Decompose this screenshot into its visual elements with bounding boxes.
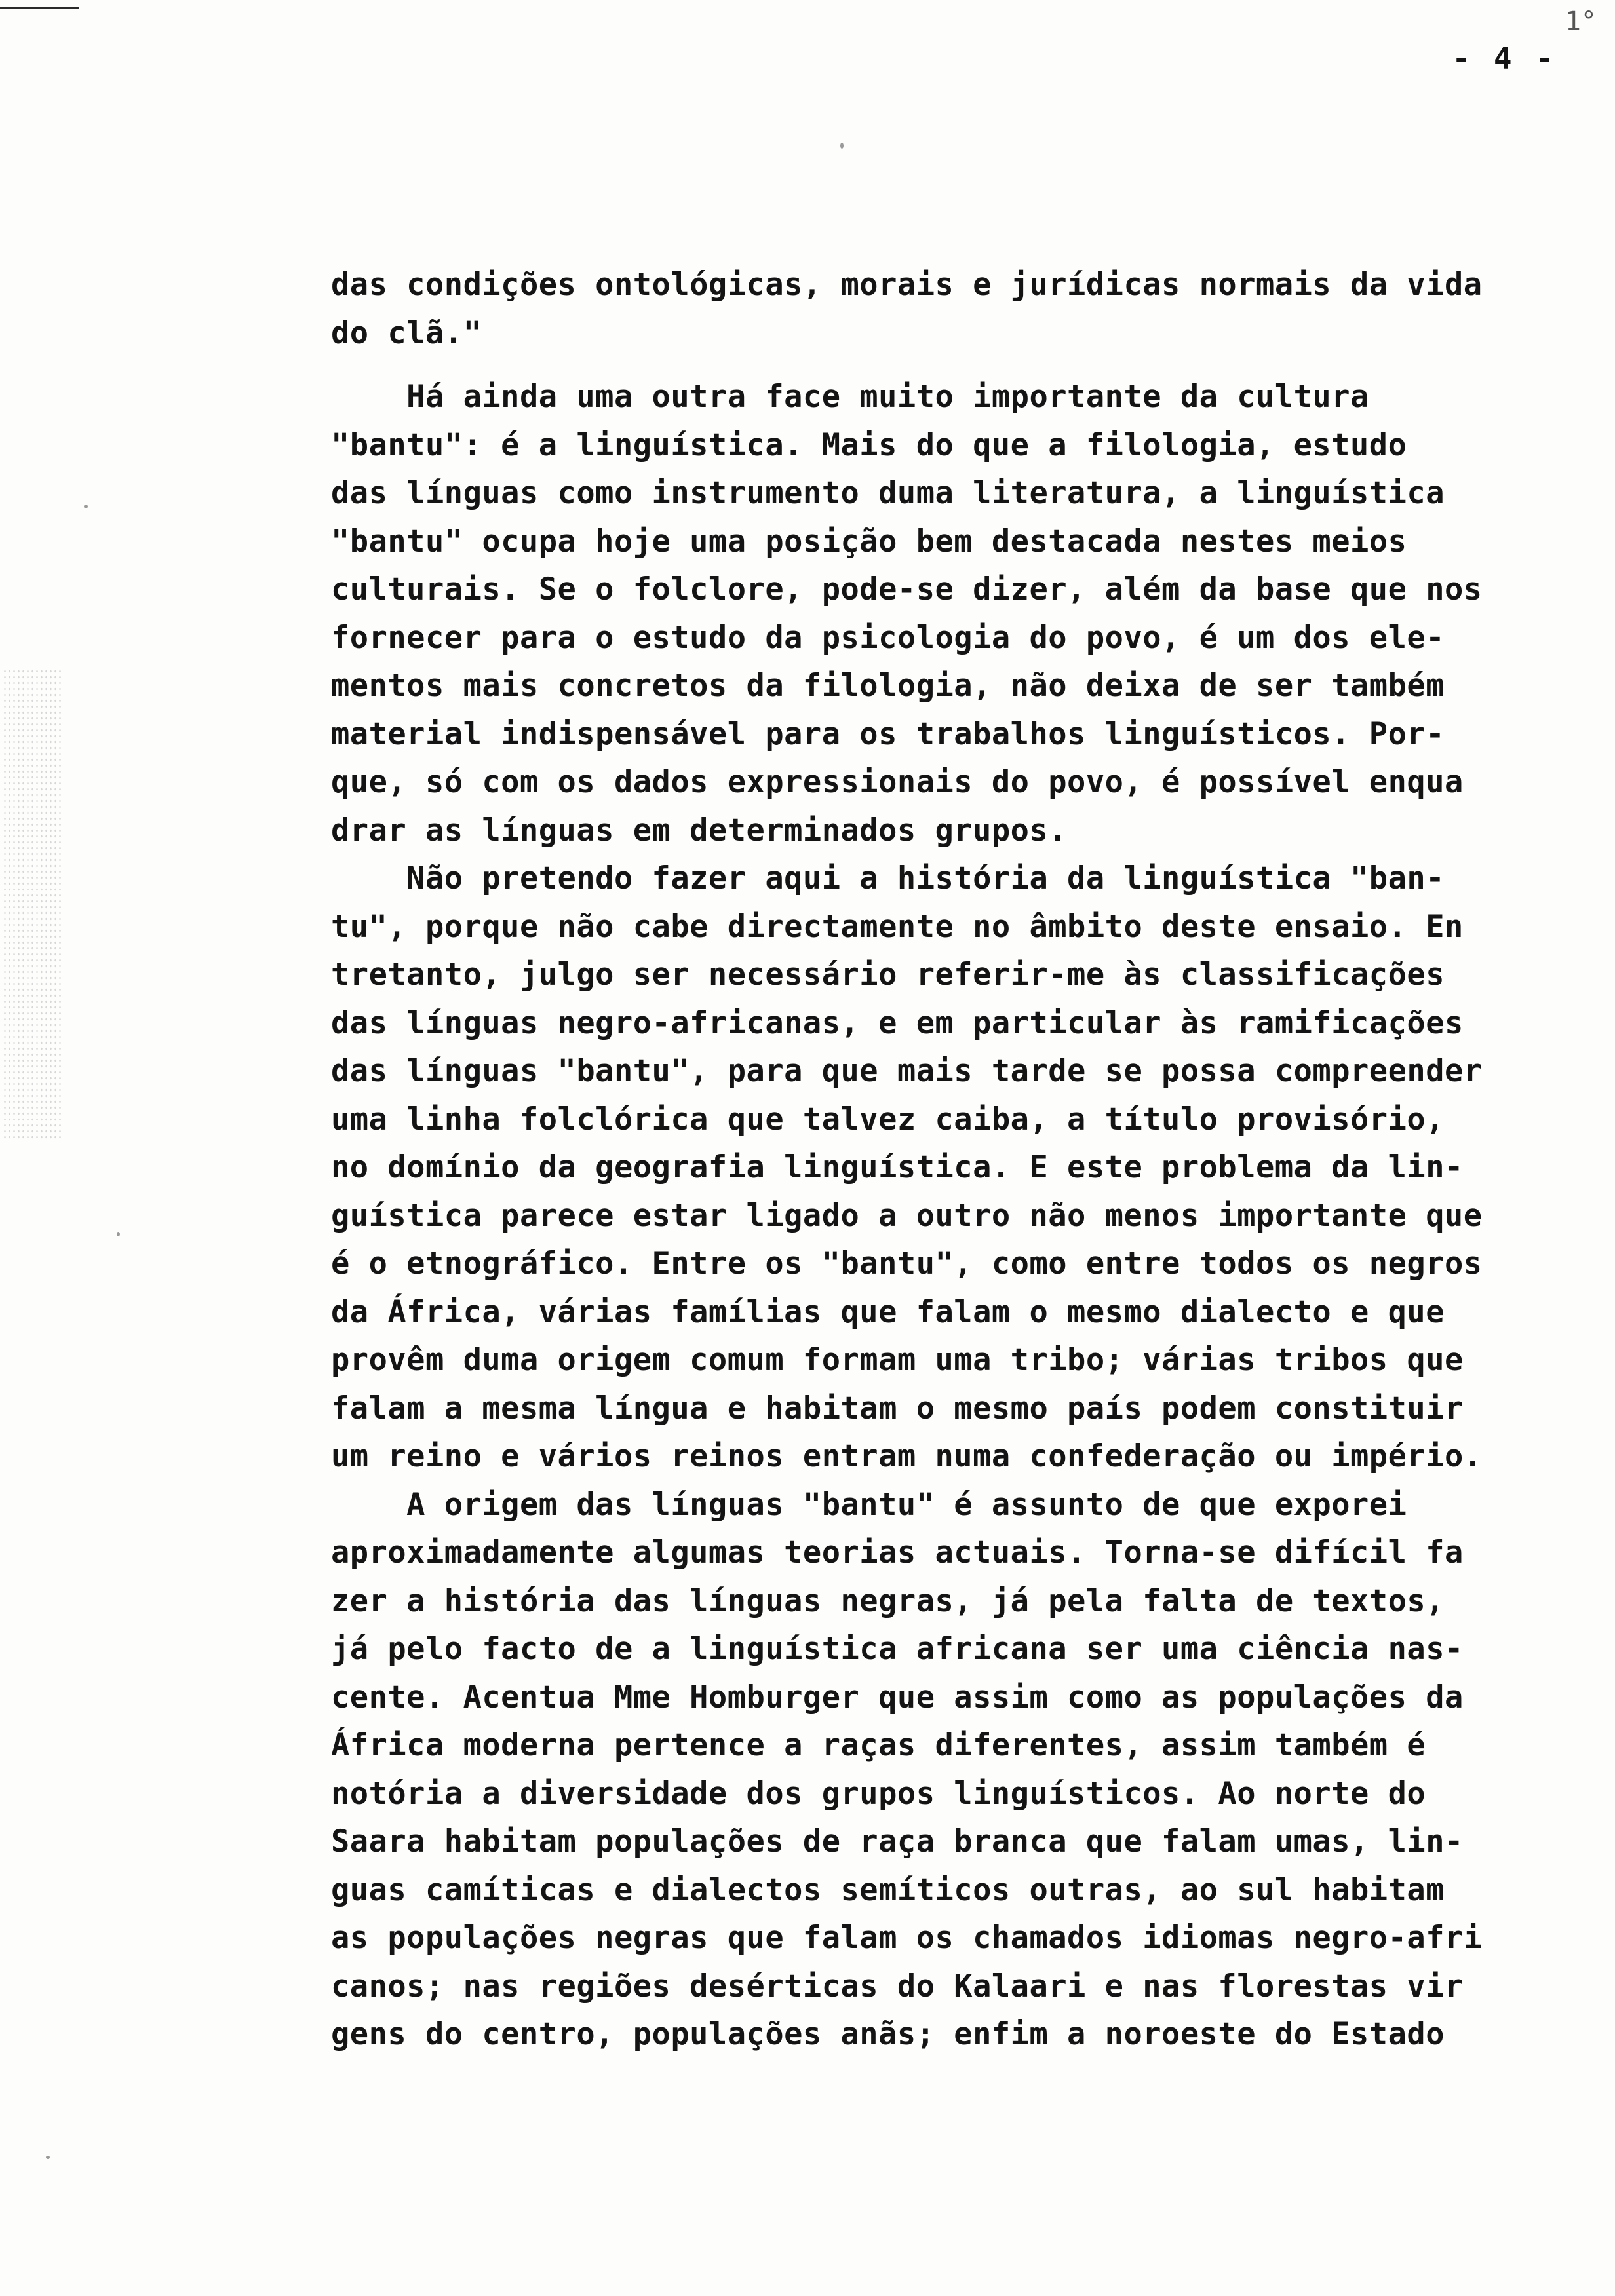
text-line: A origem das línguas "bantu" é assunto de que exporei: [331, 1486, 1407, 1523]
scan-speck: [840, 143, 844, 149]
body-text: [331, 261, 1563, 2059]
text-line: guística parece estar ligado a outro não menos importante que: [331, 1197, 1483, 1234]
text-line: já pelo facto de a linguística africana ser uma ciência nas-: [331, 1631, 1464, 1667]
text-line: notória a diversidade dos grupos linguísticos. Ao norte do: [331, 1775, 1426, 1812]
scan-speck: [46, 2156, 50, 2159]
text-line: mentos mais concretos da filologia, não deixa de ser também: [331, 668, 1445, 704]
text-line: no domínio da geografia linguística. E este problema da lin-: [331, 1149, 1464, 1185]
text-line: aproximadamente algumas teorias actuais. Torna-se difícil fa: [331, 1535, 1464, 1571]
text-line: da África, várias famílias que falam o mesmo dialecto e que: [331, 1293, 1445, 1330]
text-line: gens do centro, populações anãs; enfim a noroeste do Estado: [331, 2016, 1445, 2052]
text-line: provêm duma origem comum formam uma tribo; várias tribos que: [331, 1342, 1464, 1378]
corner-mark: 1°: [1565, 7, 1597, 37]
paragraph: [331, 854, 1563, 1481]
text-line: das línguas negro-africanas, e em particular às ramificações: [331, 1004, 1464, 1041]
text-line: Saara habitam populações de raça branca que falam umas, lin-: [331, 1824, 1464, 1860]
scan-speck: [117, 1232, 120, 1236]
text-line: "bantu" ocupa hoje uma posição bem destacada nestes meios: [331, 523, 1407, 560]
text-line: das condições ontológicas, morais e jurídicas normais da vida: [331, 267, 1483, 303]
scan-noise: [3, 668, 62, 1140]
text-line: cente. Acentua Mme Homburger que assim como as populações da: [331, 1679, 1464, 1715]
text-line: Não pretendo fazer aqui a história da linguística "ban-: [331, 860, 1445, 896]
text-line: das línguas "bantu", para que mais tarde se possa compreender: [331, 1053, 1483, 1089]
text-line: Há ainda uma outra face muito importante da cultura: [331, 379, 1369, 415]
text-line: das línguas como instrumento duma literatura, a linguística: [331, 475, 1445, 511]
text-line: guas camíticas e dialectos semíticos outras, ao sul habitam: [331, 1871, 1445, 1908]
text-line: do clã.": [331, 315, 482, 351]
text-line: um reino e vários reinos entram numa confederação ou império.: [331, 1438, 1483, 1474]
text-line: material indispensável para os trabalhos linguísticos. Por-: [331, 716, 1445, 752]
text-line: uma linha folclórica que talvez caiba, a título provisório,: [331, 1101, 1445, 1138]
text-line: culturais. Se o folclore, pode-se dizer, além da base que nos: [331, 571, 1483, 607]
text-line: África moderna pertence a raças diferentes, assim também é: [331, 1727, 1426, 1763]
page-number: - 4 -: [1452, 41, 1556, 76]
paragraph: [331, 261, 1563, 357]
text-line: as populações negras que falam os chamados idiomas negro-afri: [331, 1920, 1483, 1956]
text-line: zer a história das línguas negras, já pela falta de textos,: [331, 1582, 1445, 1619]
text-line: tu", porque não cabe directamente no âmbito deste ensaio. En: [331, 908, 1464, 945]
text-line: tretanto, julgo ser necessário referir-me às classificações: [331, 957, 1445, 993]
top-edge-rule: [0, 7, 79, 9]
scan-speck: [84, 505, 88, 508]
text-line: é o etnográfico. Entre os "bantu", como entre todos os negros: [331, 1246, 1483, 1282]
paragraph: [331, 1481, 1563, 2059]
text-line: falam a mesma língua e habitam o mesmo país podem constituir: [331, 1390, 1464, 1426]
paragraph: [331, 373, 1563, 854]
text-line: drar as línguas em determinados grupos.: [331, 812, 1068, 849]
text-line: fornecer para o estudo da psicologia do povo, é um dos ele-: [331, 619, 1445, 656]
text-line: "bantu": é a linguística. Mais do que a filologia, estudo: [331, 427, 1407, 463]
paragraph-gap: [331, 357, 1563, 373]
text-line: canos; nas regiões desérticas do Kalaari e nas florestas vir: [331, 1968, 1464, 2004]
text-line: que, só com os dados expressionais do povo, é possível enqua: [331, 764, 1464, 800]
